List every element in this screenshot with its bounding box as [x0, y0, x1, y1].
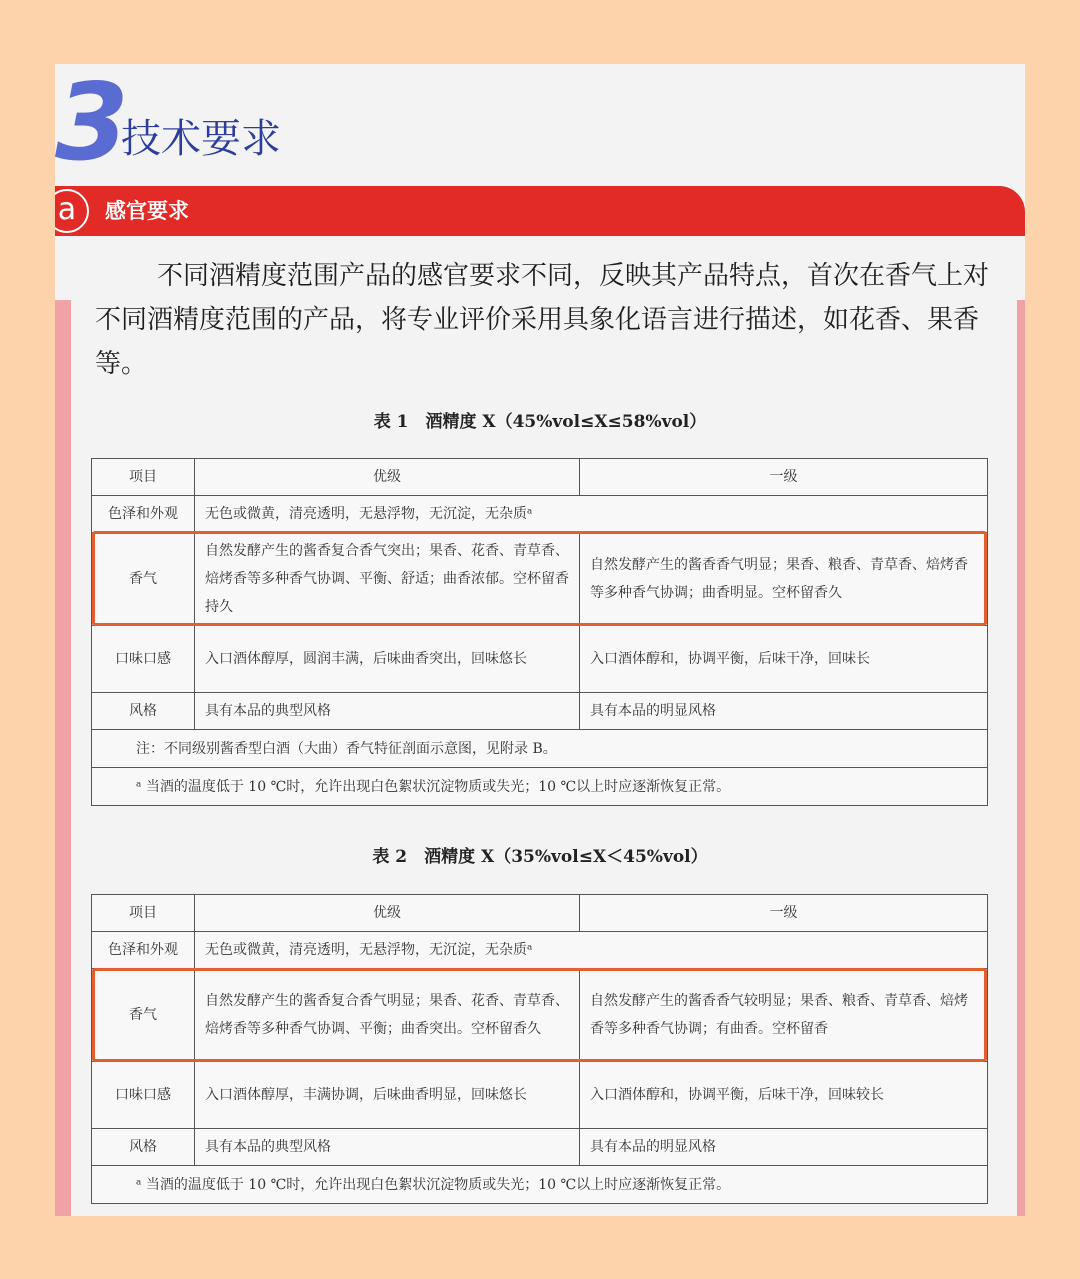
- table2: [91, 894, 988, 1204]
- table-note-row: [92, 730, 988, 768]
- row-label: 色泽和外观: [92, 932, 195, 969]
- first-grade-value: 入口酒体醇和，协调平衡，后味干净，回味较长: [580, 1062, 988, 1129]
- row-merged-value: 无色或微黄，清亮透明，无悬浮物，无沉淀，无杂质ᵃ: [195, 932, 988, 969]
- first-grade-value: 具有本品的明显风格: [580, 1129, 988, 1166]
- table-footnote: ᵃ 当酒的温度低于 10 ℃时，允许出现白色絮状沉淀物质或失光；10 ℃以上时应逐渐恢复正常。: [92, 1166, 988, 1204]
- first-grade-value: 自然发酵产生的酱香香气明显；果香、粮香、青草香、焙烤香等多种香气协调；曲香明显。空杯留香久: [580, 533, 988, 626]
- superior-value: 入口酒体醇厚，丰满协调，后味曲香明显，回味悠长: [195, 1062, 580, 1129]
- row-label: 风格: [92, 693, 195, 730]
- row-label: 口味口感: [92, 626, 195, 693]
- document-page: [55, 64, 1025, 1216]
- superior-value: 入口酒体醇厚，圆润丰满，后味曲香突出，回味悠长: [195, 626, 580, 693]
- row-label: 风格: [92, 1129, 195, 1166]
- row-label: 色泽和外观: [92, 496, 195, 533]
- header-first: 一级: [580, 895, 988, 932]
- table-row-aroma: [92, 533, 988, 626]
- table-row: [92, 1062, 988, 1129]
- first-grade-value: 具有本品的明显风格: [580, 693, 988, 730]
- intro-paragraph: 不同酒精度范围产品的感官要求不同，反映其产品特点，首次在香气上对不同酒精度范围的产品，将专业评价采用具象化语言进行描述，如花香、果香等。: [95, 261, 990, 379]
- subsection-title: 感官要求: [105, 199, 189, 223]
- header-item: 项目: [92, 459, 195, 496]
- table-row: [92, 626, 988, 693]
- section-title: 技术要求: [121, 116, 281, 162]
- table-footnote-row: [92, 1166, 988, 1204]
- left-accent-bar: [55, 300, 71, 1216]
- row-label: 香气: [92, 533, 195, 626]
- header-item: 项目: [92, 895, 195, 932]
- table-footnote: ᵃ 当酒的温度低于 10 ℃时，允许出现白色絮状沉淀物质或失光；10 ℃以上时应逐渐恢复正常。: [92, 768, 988, 806]
- subsection-marker: a: [55, 189, 89, 233]
- first-grade-value: 入口酒体醇和，协调平衡，后味干净，回味长: [580, 626, 988, 693]
- section-number: 3: [55, 64, 125, 184]
- row-label: 香气: [92, 969, 195, 1062]
- first-grade-value: 自然发酵产生的酱香香气较明显；果香、粮香、青草香、焙烤香等多种香气协调；有曲香。空杯留香: [580, 969, 988, 1062]
- table-row: [92, 1129, 988, 1166]
- table-header-row: [92, 459, 988, 496]
- table-row: [92, 496, 988, 533]
- table1: [91, 458, 988, 806]
- header-superior: 优级: [195, 459, 580, 496]
- subsection-banner: [55, 186, 1025, 236]
- table-header-row: [92, 895, 988, 932]
- superior-value: 具有本品的典型风格: [195, 1129, 580, 1166]
- table-footnote-row: [92, 768, 988, 806]
- table2-caption: 表 2 酒精度 X（35%vol≤X＜45%vol）: [372, 847, 708, 867]
- superior-value: 自然发酵产生的酱香复合香气突出；果香、花香、青草香、焙烤香等多种香气协调、平衡、舒适；曲香浓郁。空杯留香持久: [195, 533, 580, 626]
- table-row-aroma: [92, 969, 988, 1062]
- superior-value: 自然发酵产生的酱香复合香气明显；果香、花香、青草香、焙烤香等多种香气协调、平衡；曲香突出。空杯留香久: [195, 969, 580, 1062]
- table-row: [92, 693, 988, 730]
- row-label: 口味口感: [92, 1062, 195, 1129]
- table1-caption: 表 1 酒精度 X（45%vol≤X≤58%vol）: [373, 412, 707, 432]
- header-superior: 优级: [195, 895, 580, 932]
- table-row: [92, 932, 988, 969]
- header-first: 一级: [580, 459, 988, 496]
- row-merged-value: 无色或微黄，清亮透明，无悬浮物，无沉淀，无杂质ᵃ: [195, 496, 988, 533]
- table-note: 注：不同级别酱香型白酒（大曲）香气特征剖面示意图，见附录 B。: [92, 730, 988, 768]
- superior-value: 具有本品的典型风格: [195, 693, 580, 730]
- right-accent-bar: [1017, 300, 1025, 1216]
